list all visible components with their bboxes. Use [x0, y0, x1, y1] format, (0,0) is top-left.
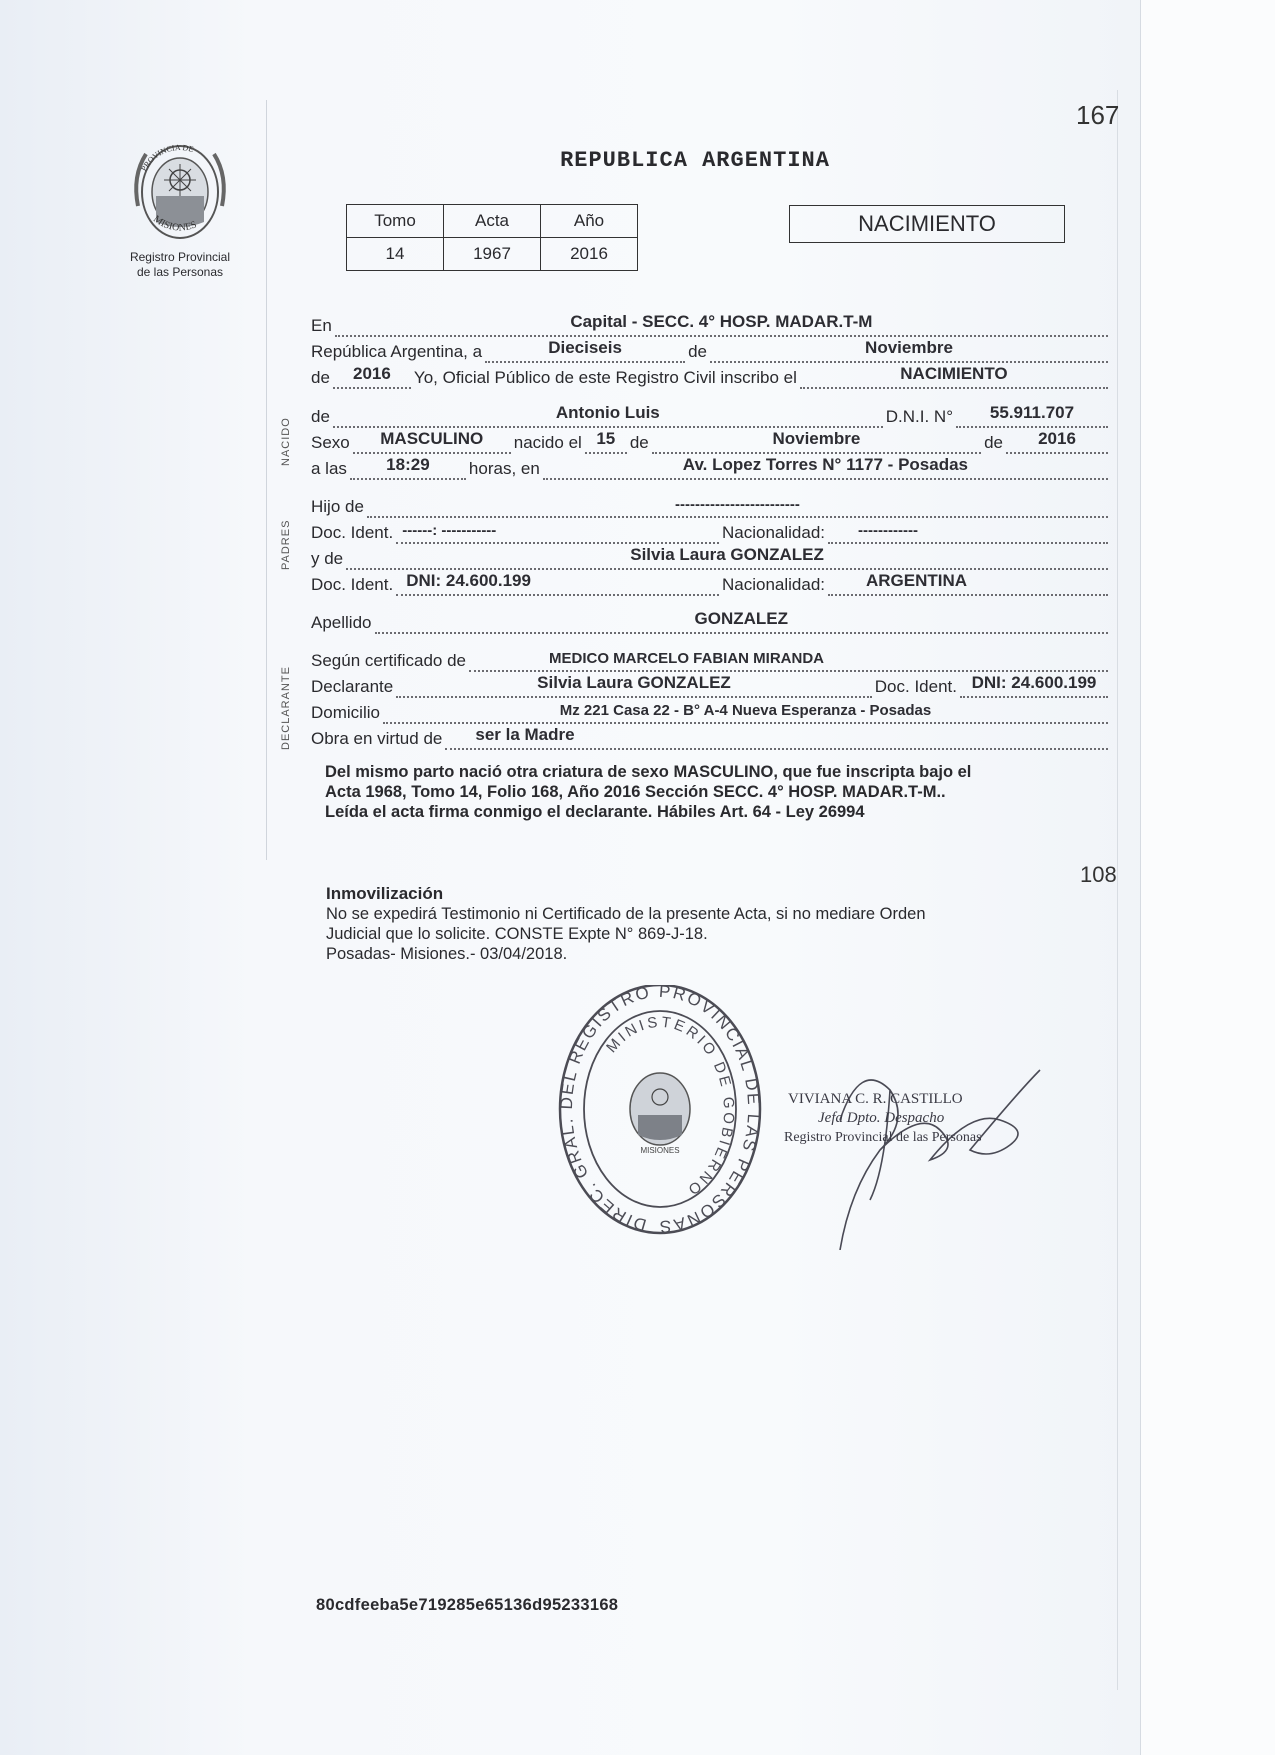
value-domicilio: Mz 221 Casa 22 - B° A-4 Nueva Esperanza - Posadas: [559, 702, 932, 719]
label-de: de: [688, 342, 707, 361]
value-nac-dia: 15: [596, 429, 616, 448]
value-hora: 18:29: [386, 455, 430, 474]
signer-office: Registro Provincial de las Personas: [784, 1130, 982, 1145]
field-nombre: [333, 402, 883, 428]
value-nombre: Antonio Luis: [555, 403, 660, 422]
side-label-nacido: NACIDO: [280, 417, 292, 466]
label-doc3: Doc. Ident.: [874, 677, 957, 696]
field-dni: [956, 402, 1108, 428]
value-dni: 55.911.707: [989, 403, 1075, 422]
line-doc-padre: [311, 520, 1111, 544]
value-acto: NACIMIENTO: [900, 364, 1008, 383]
ref-value-acta: 1967: [444, 238, 541, 271]
act-type-box: NACIMIENTO: [789, 205, 1065, 243]
page-edge: [1140, 0, 1275, 1755]
field-nac-mes: [652, 428, 981, 454]
note-line-3: Leída el acta firma conmigo el declarante. Hábiles Art. 64 - Ley 26994: [325, 803, 865, 821]
label-alas: a las: [311, 459, 347, 478]
field-doc-madre: [396, 570, 719, 596]
value-lugar-nacimiento: Av. Lopez Torres N° 1177 - Posadas: [682, 455, 968, 474]
value-doc-declarante: DNI: 24.600.199: [971, 673, 1097, 692]
field-lugar-nacimiento: [543, 454, 1108, 480]
value-padre: -------------------------: [675, 496, 800, 513]
page-number-top: 167: [1076, 100, 1120, 130]
official-stamp-icon: [556, 985, 764, 1245]
value-certificado: MEDICO MARCELO FABIAN MIRANDA: [549, 650, 824, 667]
value-nac-anio: 2016: [1038, 429, 1076, 448]
left-margin-rule: [266, 100, 267, 860]
label-doc1: Doc. Ident.: [311, 523, 394, 542]
document-title: REPUBLICA ARGENTINA: [560, 148, 830, 173]
line-en: [311, 313, 1111, 337]
value-apellido: GONZALEZ: [694, 609, 788, 628]
logo-caption-line2: de las Personas: [136, 265, 224, 279]
svg-text:MISIONES: MISIONES: [151, 213, 199, 234]
field-nac-dia: [585, 428, 627, 454]
document-hash: 80cdfeeba5e719285e65136d95233168: [316, 1596, 619, 1614]
right-margin-rule: [1117, 90, 1118, 1690]
handwritten-signature: [770, 1050, 1060, 1250]
ref-header-tomo: Tomo: [347, 205, 444, 238]
field-doc-declarante: [960, 672, 1108, 698]
logo-caption-line1: Registro Provincial: [129, 250, 231, 264]
line-sexo: [311, 430, 1111, 454]
inmov-line-1: No se expedirá Testimonio ni Certificado de la presente Acta, si no mediare Orden: [326, 905, 926, 923]
value-doc-madre: DNI: 24.600.199: [406, 571, 531, 590]
label-de3: de: [311, 407, 330, 426]
label-obra: Obra en virtud de: [311, 729, 443, 748]
value-nac-padre: ------------: [858, 522, 918, 539]
inmov-line-2: Judicial que lo solicite. CONSTE Expte N° 869-J-18.: [326, 925, 708, 943]
line-hijo: [311, 494, 1111, 518]
label-yde: y de: [311, 549, 344, 568]
field-acto: [800, 363, 1108, 389]
field-madre: [346, 544, 1108, 570]
line-nombre: [311, 404, 1111, 428]
value-dia: Dieciseis: [548, 338, 622, 357]
value-declarante: Silvia Laura GONZALEZ: [537, 673, 731, 692]
signer-role: Jefa Dpto. Despacho: [818, 1110, 945, 1126]
value-doc-padre: ------: -----------: [402, 522, 497, 539]
side-label-declarante: DECLARANTE: [280, 666, 292, 750]
label-horas: horas, en: [468, 459, 540, 478]
field-doc-padre: [396, 518, 719, 544]
field-anio: [333, 363, 411, 389]
label-certificado: Según certificado de: [311, 651, 466, 670]
field-nac-padre: [828, 518, 1108, 544]
value-mes: Noviembre: [865, 338, 953, 357]
line-inscribo: [311, 365, 1111, 389]
logo-caption: [110, 250, 250, 280]
field-mes: [710, 337, 1108, 363]
field-certificado: [469, 646, 1108, 672]
birth-note: [325, 762, 1125, 822]
line-certificado: [311, 648, 1111, 672]
page-number-mid: 108: [1080, 862, 1117, 887]
field-dia: [485, 337, 685, 363]
label-republica: República Argentina, a: [311, 342, 483, 361]
signature-block: [784, 1090, 1014, 1147]
value-obra: ser la Madre: [475, 725, 575, 744]
signer-name: VIVIANA C. R. CASTILLO: [788, 1091, 963, 1107]
value-sexo: MASCULINO: [380, 429, 484, 448]
line-domicilio: [311, 700, 1111, 724]
line-doc-madre: [311, 572, 1111, 596]
value-madre: Silvia Laura GONZALEZ: [630, 545, 824, 564]
label-declarante: Declarante: [311, 677, 394, 696]
value-lugar-inscripcion: Capital - SECC. 4° HOSP. MADAR.T-M: [570, 312, 873, 331]
label-dni: D.N.I. N°: [885, 407, 953, 426]
label-domicilio: Domicilio: [311, 703, 380, 722]
inmovilizacion-body: [326, 904, 1086, 964]
ref-value-tomo: 14: [347, 238, 444, 271]
side-label-padres: PADRES: [280, 519, 292, 570]
label-nac1: Nacionalidad:: [721, 523, 825, 542]
field-nac-anio: [1006, 428, 1108, 454]
label-nac2: Nacionalidad:: [721, 575, 825, 594]
label-apellido: Apellido: [311, 613, 372, 632]
line-apellido: [311, 610, 1111, 634]
field-obra: [445, 724, 1108, 750]
ref-header-anio: Año: [541, 205, 638, 238]
line-declarante: [311, 674, 1111, 698]
reference-table: [346, 204, 638, 271]
line-obra: [311, 726, 1111, 750]
label-en: En: [311, 316, 332, 335]
line-republica: [311, 339, 1111, 363]
line-hora: [311, 456, 1111, 480]
line-madre: [311, 546, 1111, 570]
label-de5: de: [984, 433, 1003, 452]
value-nac-mes: Noviembre: [772, 429, 861, 448]
note-line-2: Acta 1968, Tomo 14, Folio 168, Año 2016 Sección SECC. 4° HOSP. MADAR.T-M..: [325, 783, 946, 801]
label-doc2: Doc. Ident.: [311, 575, 394, 594]
label-de2: de: [311, 368, 330, 387]
field-domicilio: [383, 698, 1108, 724]
inmov-line-3: Posadas- Misiones.- 03/04/2018.: [326, 945, 568, 963]
inmovilizacion-title: Inmovilización: [326, 884, 444, 903]
field-hora: [350, 454, 466, 480]
label-sexo: Sexo: [311, 433, 350, 452]
value-nac-madre: ARGENTINA: [866, 571, 968, 590]
field-declarante: [396, 672, 872, 698]
svg-text:PROVINCIA DE: PROVINCIA DE: [139, 142, 195, 173]
ref-value-anio: 2016: [541, 238, 638, 271]
field-apellido: [375, 608, 1109, 634]
svg-text:MISIONES: MISIONES: [640, 1146, 680, 1155]
field-sexo: [353, 428, 511, 454]
label-de4: de: [629, 433, 649, 452]
label-nacido: nacido el: [513, 433, 582, 452]
field-nac-madre: [828, 570, 1108, 596]
svg-text:MINISTERIO DE GOBIERNO: MINISTERIO DE GOBIERNO: [603, 1013, 738, 1200]
label-hijo: Hijo de: [311, 497, 364, 516]
value-anio: 2016: [353, 364, 391, 383]
ref-header-acta: Acta: [444, 205, 541, 238]
field-lugar-inscripcion: [335, 311, 1108, 337]
note-line-1: Del mismo parto nació otra criatura de sexo MASCULINO, que fue inscripta bajo el: [325, 763, 972, 781]
field-padre: [367, 492, 1108, 518]
label-inscribo: Yo, Oficial Público de este Registro Civil inscribo el: [413, 368, 797, 387]
svg-text:DIREC. GRAL. DEL REGISTRO PROV: DIREC. GRAL. DEL REGISTRO PROVINCIAL DE LAS PERSONAS: [556, 985, 764, 1237]
